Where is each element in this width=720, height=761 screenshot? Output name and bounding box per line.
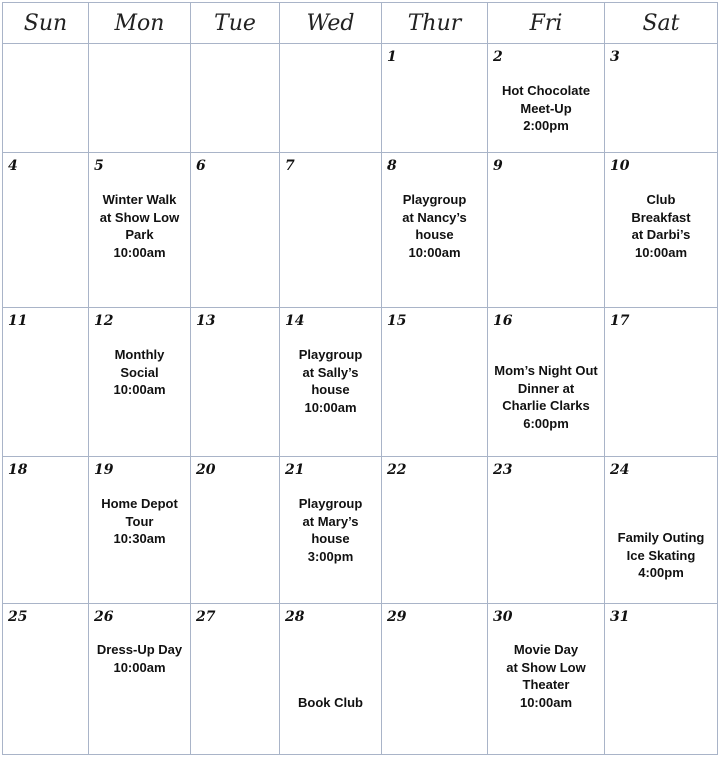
day-number: 27 [196, 609, 216, 625]
event-line: Book Club [298, 695, 363, 710]
day-cell[interactable] [3, 604, 89, 755]
day-cell[interactable] [382, 44, 488, 153]
day-cell[interactable] [191, 153, 280, 308]
calendar-event[interactable] [490, 362, 602, 432]
day-number: 13 [196, 313, 216, 329]
event-line: 10:00am [408, 244, 461, 260]
event-line: at Darbi’s [631, 227, 691, 242]
day-cell[interactable] [280, 308, 382, 457]
event-line: Mom’s Night Out [494, 363, 598, 378]
weekday-header-row [3, 3, 718, 44]
day-cell[interactable] [605, 457, 718, 604]
day-number: 30 [493, 609, 513, 625]
event-line: at Mary’s house [302, 513, 359, 546]
event-line: at Show Low [99, 209, 180, 225]
weekday-header-thur: Thur [382, 3, 488, 44]
day-number: 10 [610, 158, 630, 174]
week-row [3, 604, 718, 755]
event-line: Playgroup [298, 347, 363, 362]
day-cell[interactable] [605, 308, 718, 457]
day-number: 18 [8, 462, 28, 478]
calendar-event[interactable] [91, 495, 188, 548]
week-row [3, 153, 718, 308]
event-line: 3:00pm [307, 548, 354, 564]
day-number: 16 [493, 313, 513, 329]
day-number: 15 [387, 313, 407, 329]
event-line: Ice Skating [626, 547, 696, 563]
day-number: 21 [285, 462, 305, 478]
event-line: 10:00am [113, 382, 166, 397]
event-line: 10:00am [634, 244, 688, 260]
day-cell[interactable] [488, 308, 605, 457]
day-number: 17 [610, 313, 630, 329]
event-line: 10:00am [113, 659, 166, 675]
day-cell[interactable] [382, 308, 488, 457]
day-cell[interactable] [89, 457, 191, 604]
calendar-event[interactable] [91, 346, 188, 399]
day-cell[interactable] [3, 153, 89, 308]
day-cell[interactable] [605, 153, 718, 308]
day-cell[interactable] [280, 604, 382, 755]
day-cell[interactable] [191, 604, 280, 755]
week-row [3, 457, 718, 604]
day-number: 1 [387, 49, 397, 65]
event-line: Dress-Up Day [96, 642, 183, 657]
weekday-header-fri: Fri [488, 3, 605, 44]
week-row [3, 308, 718, 457]
day-number: 4 [8, 158, 18, 174]
day-cell[interactable] [488, 153, 605, 308]
day-number: 2 [493, 49, 503, 65]
day-cell[interactable] [605, 44, 718, 153]
calendar-event[interactable] [384, 191, 485, 261]
day-number: 9 [493, 158, 503, 174]
event-line: Hot Chocolate [501, 83, 591, 98]
event-line: Dinner at [517, 380, 575, 396]
day-cell[interactable] [89, 308, 191, 457]
event-line: Playgroup [402, 192, 467, 207]
day-cell[interactable] [191, 308, 280, 457]
day-number: 31 [610, 609, 630, 625]
event-line: Park [125, 227, 154, 242]
calendar-event[interactable] [607, 529, 715, 582]
day-number: 20 [196, 462, 216, 478]
day-number: 11 [8, 313, 28, 329]
day-number: 22 [387, 462, 407, 478]
day-cell[interactable] [280, 44, 382, 153]
day-cell[interactable] [382, 153, 488, 308]
day-cell[interactable] [3, 308, 89, 457]
day-cell[interactable] [605, 604, 718, 755]
event-line: 2:00pm [523, 118, 569, 133]
event-line: Movie Day [513, 642, 579, 657]
calendar-event[interactable] [282, 346, 379, 416]
event-line: Winter Walk [102, 192, 177, 207]
day-cell[interactable] [3, 44, 89, 153]
event-line: 6:00pm [523, 415, 569, 431]
calendar-event[interactable] [490, 82, 602, 135]
event-line: Playgroup [298, 496, 363, 511]
event-line: Home Depot [101, 496, 178, 511]
day-cell[interactable] [280, 153, 382, 308]
event-line: Tour [125, 513, 154, 529]
event-line: Charlie Clarks [502, 398, 590, 413]
day-number: 25 [8, 609, 28, 625]
event-line: Breakfast [631, 209, 691, 225]
day-number: 3 [610, 49, 620, 65]
day-cell[interactable] [191, 457, 280, 604]
calendar-event[interactable] [91, 641, 188, 676]
day-number: 7 [285, 158, 295, 174]
weekday-header-wed: Wed [280, 3, 382, 44]
day-number: 29 [387, 609, 407, 625]
weekday-header-mon: Mon [89, 3, 191, 44]
day-number: 19 [94, 462, 114, 478]
day-number: 14 [285, 313, 305, 329]
week-row [3, 44, 718, 153]
weekday-header-sat: Sat [605, 3, 718, 44]
day-number: 24 [610, 462, 630, 478]
event-line: 10:30am [113, 531, 166, 546]
calendar-event[interactable] [91, 191, 188, 261]
day-number: 8 [387, 158, 397, 174]
event-line: house [311, 382, 350, 397]
event-line: Theater [522, 677, 570, 692]
weekday-header-sun: Sun [3, 3, 89, 44]
day-number: 6 [196, 158, 206, 174]
day-cell[interactable] [89, 604, 191, 755]
day-cell[interactable] [382, 604, 488, 755]
event-line: at Nancy’s [402, 209, 467, 225]
day-number: 5 [94, 158, 104, 174]
calendar-event[interactable] [490, 641, 602, 711]
calendar-grid [2, 2, 718, 755]
event-line: at Sally’s [302, 364, 359, 380]
day-cell[interactable] [382, 457, 488, 604]
day-cell[interactable] [488, 44, 605, 153]
event-line: Social [120, 364, 159, 380]
event-line: 10:00am [113, 244, 166, 260]
day-cell[interactable] [89, 44, 191, 153]
event-line: Meet-Up [520, 100, 572, 116]
day-cell[interactable] [89, 153, 191, 308]
day-cell[interactable] [488, 604, 605, 755]
day-number: 12 [94, 313, 114, 329]
calendar-event[interactable] [282, 694, 379, 712]
event-line: at Show Low [506, 659, 586, 675]
event-line: 10:00am [519, 694, 573, 710]
day-cell[interactable] [280, 457, 382, 604]
day-cell[interactable] [191, 44, 280, 153]
event-line: 4:00pm [638, 565, 684, 580]
day-number: 28 [285, 609, 305, 625]
calendar-event[interactable] [282, 495, 379, 565]
calendar-event[interactable] [607, 191, 715, 261]
day-cell[interactable] [3, 457, 89, 604]
day-number: 23 [493, 462, 513, 478]
day-cell[interactable] [488, 457, 605, 604]
event-line: Club [646, 192, 676, 207]
weekday-header-tue: Tue [191, 3, 280, 44]
event-line: house [415, 227, 454, 242]
day-number: 26 [94, 609, 114, 625]
event-line: Monthly [114, 347, 165, 362]
event-line: Family Outing [617, 530, 705, 545]
event-line: 10:00am [304, 399, 357, 415]
